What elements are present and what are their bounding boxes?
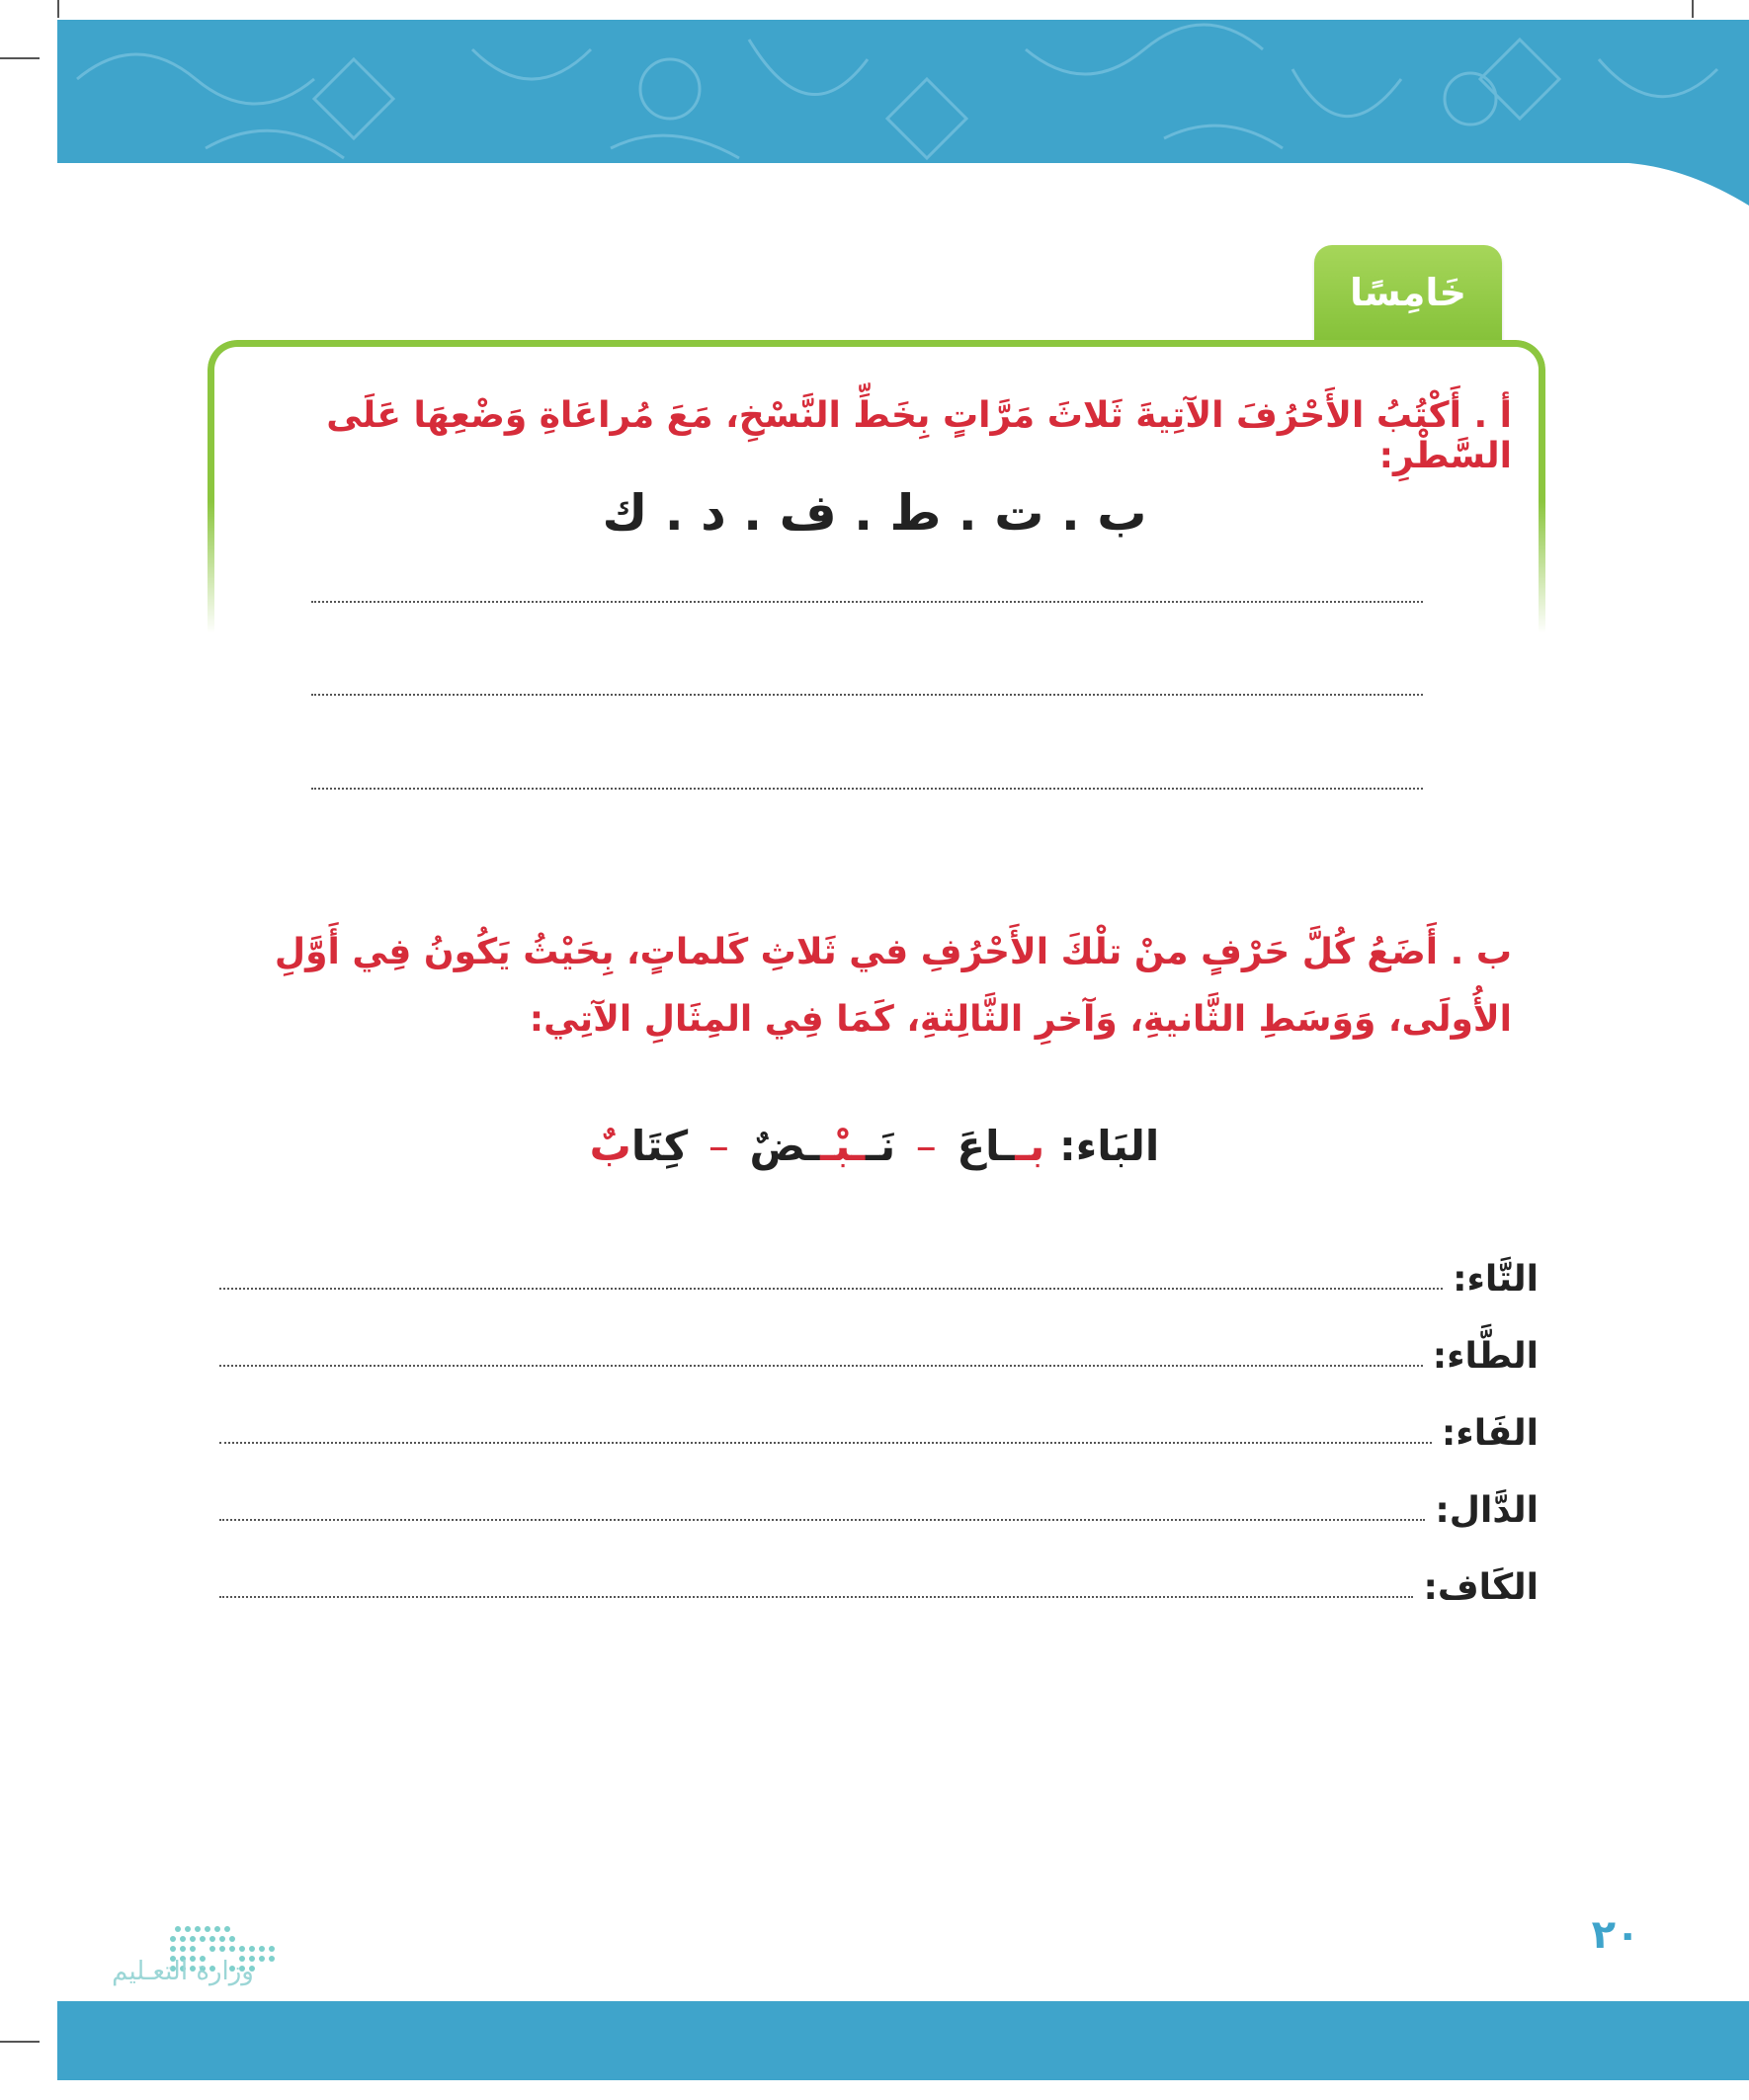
- bottom-banner: [57, 2001, 1749, 2080]
- letters-row: ب . ت . ط . ف . د . ك: [602, 484, 1147, 542]
- example-separator-2: –: [708, 1122, 729, 1170]
- top-banner: [57, 20, 1749, 206]
- answer-row-label: الدَّال:: [1435, 1490, 1539, 1531]
- answer-row-label: التَّاء:: [1453, 1259, 1539, 1300]
- answer-line[interactable]: [219, 1596, 1413, 1598]
- example-word-3: [590, 1122, 689, 1170]
- writing-line-3[interactable]: [311, 788, 1423, 790]
- answer-row-label: الطَّاء:: [1432, 1336, 1539, 1377]
- crop-mark-bottom-left: [0, 2041, 40, 2043]
- crop-mark-top-left-v: [57, 0, 59, 18]
- example-word-2-start: نَـ: [865, 1122, 896, 1170]
- answer-line[interactable]: [219, 1442, 1432, 1444]
- instruction-part-b: ب . أَضَعُ كُلَّ حَرْفٍ منْ تلْكَ الأَحْرُفِ في ثَلاثِ كَلماتٍ، بِحَيْثُ يَكُونُ فِي أَوَّلِ الأُولَى، وَوَسَطِ الثَّانيةِ، وَآخرِ الثَّالِثةِ، كَمَا فِي المِثَالِ الآتِي:: [274, 932, 1512, 1040]
- answer-row-taa-heavy: [219, 1317, 1539, 1377]
- ministry-logo-text: وزارة التعـليم: [112, 1957, 254, 1986]
- writing-line-1[interactable]: [311, 601, 1423, 603]
- example-word-1-letter: بـ: [1015, 1122, 1045, 1170]
- example-separator-1: –: [915, 1122, 937, 1170]
- example-word-2-end: ـضٌ: [749, 1122, 821, 1170]
- answer-line[interactable]: [219, 1365, 1423, 1367]
- example-word-3-letter: بٌ: [589, 1122, 631, 1170]
- example-line: [0, 1122, 1749, 1170]
- example-word-2-letter: ـبْـ: [820, 1122, 866, 1170]
- example-label: البَاء:: [1058, 1122, 1160, 1170]
- answer-row-label: الفَاء:: [1441, 1413, 1539, 1454]
- section-tab-fifth: خَامِسًا: [1314, 245, 1502, 340]
- page-number: ٢٠: [1591, 1912, 1640, 1958]
- crop-mark-top-left: [0, 57, 40, 59]
- answer-row-dal: [219, 1471, 1539, 1531]
- instruction-part-a: أ . أَكْتُبُ الأَحْرُفَ الآتِيةَ ثَلاثَ مَرَّاتٍ بِخَطِّ النَّسْخِ، مَعَ مُراعَاةِ وَضْعِهَا عَلَى السَّطْرِ:: [326, 395, 1512, 476]
- answer-line[interactable]: [219, 1519, 1425, 1521]
- answer-row-label: الكَاف:: [1423, 1567, 1539, 1608]
- answer-line[interactable]: [219, 1288, 1443, 1290]
- answer-row-taa: [219, 1240, 1539, 1300]
- example-word-1-rest: ـاعَ: [957, 1122, 1016, 1170]
- example-word-1: [957, 1122, 1044, 1170]
- crop-mark-top-right-v: [1692, 0, 1694, 18]
- example-word-3-start: كِتَا: [630, 1122, 689, 1170]
- decorative-pattern: [57, 20, 1749, 206]
- ministry-logo-icon: [99, 1888, 296, 2016]
- writing-line-2[interactable]: [311, 694, 1423, 696]
- answer-row-faa: [219, 1394, 1539, 1454]
- answer-row-kaf: [219, 1549, 1539, 1608]
- example-word-2: [749, 1122, 895, 1170]
